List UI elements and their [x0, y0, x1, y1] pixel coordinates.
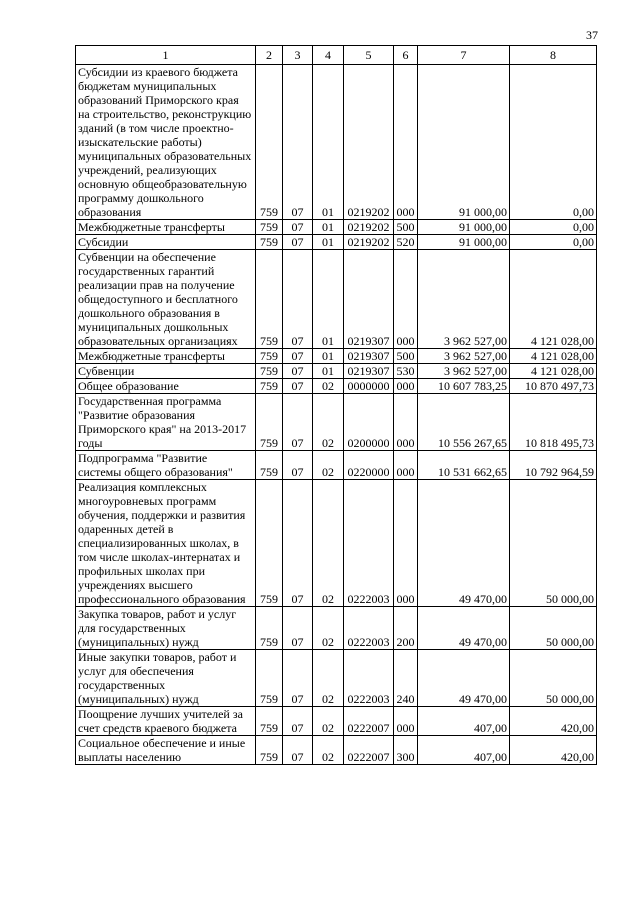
row-amount-col8: 0,00 — [510, 220, 597, 235]
table-row — [76, 650, 597, 707]
row-amount-col7: 91 000,00 — [418, 65, 510, 220]
row-admin-code: 759 — [256, 235, 283, 250]
budget-table — [75, 45, 597, 765]
row-target-article: 0219202 — [344, 235, 394, 250]
row-amount-col8: 420,00 — [510, 736, 597, 765]
row-subsection: 02 — [313, 736, 344, 765]
row-expense-type: 530 — [394, 364, 418, 379]
row-amount-col7: 49 470,00 — [418, 650, 510, 707]
row-amount-col8: 420,00 — [510, 707, 597, 736]
row-amount-col8: 10 818 495,73 — [510, 394, 597, 451]
row-admin-code: 759 — [256, 379, 283, 394]
row-amount-col7: 10 556 267,65 — [418, 394, 510, 451]
row-name: Субсидии из краевого бюджета бюджетам муниципальных образований Приморского края на строительство, реконструкцию зданий (в том числе проектно-изыскательские работы) муниципальных образовательных учреждений, реализующих основную общеобразовательную программу дошкольного образования — [76, 65, 256, 220]
row-expense-type: 240 — [394, 650, 418, 707]
row-subsection: 01 — [313, 364, 344, 379]
row-amount-col8: 4 121 028,00 — [510, 364, 597, 379]
row-target-article: 0220000 — [344, 451, 394, 480]
row-admin-code: 759 — [256, 364, 283, 379]
table-row — [76, 394, 597, 451]
row-target-article: 0219202 — [344, 65, 394, 220]
row-target-article: 0222007 — [344, 707, 394, 736]
row-section: 07 — [283, 379, 313, 394]
row-expense-type: 000 — [394, 65, 418, 220]
row-amount-col8: 4 121 028,00 — [510, 349, 597, 364]
row-target-article: 0222003 — [344, 480, 394, 607]
row-amount-col8: 50 000,00 — [510, 607, 597, 650]
row-target-article: 0200000 — [344, 394, 394, 451]
table-row — [76, 65, 597, 220]
row-name: Закупка товаров, работ и услуг для государственных (муниципальных) нужд — [76, 607, 256, 650]
row-expense-type: 000 — [394, 379, 418, 394]
row-subsection: 02 — [313, 480, 344, 607]
row-amount-col7: 91 000,00 — [418, 220, 510, 235]
row-section: 07 — [283, 349, 313, 364]
row-admin-code: 759 — [256, 736, 283, 765]
row-subsection: 01 — [313, 349, 344, 364]
row-admin-code: 759 — [256, 250, 283, 349]
row-expense-type: 500 — [394, 220, 418, 235]
row-admin-code: 759 — [256, 394, 283, 451]
row-section: 07 — [283, 650, 313, 707]
row-section: 07 — [283, 235, 313, 250]
row-subsection: 02 — [313, 607, 344, 650]
row-subsection: 02 — [313, 394, 344, 451]
row-name: Поощрение лучших учителей за счет средств краевого бюджета — [76, 707, 256, 736]
row-expense-type: 200 — [394, 607, 418, 650]
row-subsection: 01 — [313, 220, 344, 235]
row-subsection: 01 — [313, 250, 344, 349]
row-subsection: 02 — [313, 707, 344, 736]
page-number: 37 — [586, 28, 598, 42]
row-amount-col8: 0,00 — [510, 65, 597, 220]
row-section: 07 — [283, 451, 313, 480]
row-target-article: 0219202 — [344, 220, 394, 235]
row-amount-col7: 49 470,00 — [418, 607, 510, 650]
row-name: Межбюджетные трансферты — [76, 220, 256, 235]
row-expense-type: 500 — [394, 349, 418, 364]
row-section: 07 — [283, 480, 313, 607]
row-admin-code: 759 — [256, 220, 283, 235]
header-col-8: 8 — [510, 46, 597, 65]
row-name: Субвенции на обеспечение государственных гарантий реализации прав на получение общедоступного и бесплатного дошкольного образования в муниципальных дошкольных образовательных организациях — [76, 250, 256, 349]
row-subsection: 01 — [313, 65, 344, 220]
table-body — [76, 65, 597, 765]
row-admin-code: 759 — [256, 480, 283, 607]
table-row — [76, 220, 597, 235]
table-row — [76, 451, 597, 480]
row-amount-col8: 10 792 964,59 — [510, 451, 597, 480]
row-admin-code: 759 — [256, 65, 283, 220]
row-section: 07 — [283, 394, 313, 451]
row-admin-code: 759 — [256, 650, 283, 707]
row-expense-type: 000 — [394, 480, 418, 607]
row-target-article: 0222003 — [344, 650, 394, 707]
row-expense-type: 000 — [394, 451, 418, 480]
row-admin-code: 759 — [256, 349, 283, 364]
row-name: Субвенции — [76, 364, 256, 379]
row-amount-col7: 10 531 662,65 — [418, 451, 510, 480]
table-row — [76, 379, 597, 394]
row-amount-col8: 50 000,00 — [510, 480, 597, 607]
row-section: 07 — [283, 220, 313, 235]
row-subsection: 02 — [313, 650, 344, 707]
row-section: 07 — [283, 707, 313, 736]
header-row — [76, 46, 597, 65]
header-col-7: 7 — [418, 46, 510, 65]
row-expense-type: 000 — [394, 250, 418, 349]
table-row — [76, 707, 597, 736]
row-expense-type: 520 — [394, 235, 418, 250]
row-name: Социальное обеспечение и иные выплаты населению — [76, 736, 256, 765]
row-amount-col8: 0,00 — [510, 235, 597, 250]
row-name: Подпрограмма "Развитие системы общего образования" — [76, 451, 256, 480]
row-amount-col7: 3 962 527,00 — [418, 250, 510, 349]
row-admin-code: 759 — [256, 607, 283, 650]
table-row — [76, 349, 597, 364]
row-subsection: 02 — [313, 451, 344, 480]
row-section: 07 — [283, 65, 313, 220]
row-name: Общее образование — [76, 379, 256, 394]
row-name: Субсидии — [76, 235, 256, 250]
row-expense-type: 000 — [394, 707, 418, 736]
header-col-6: 6 — [394, 46, 418, 65]
row-amount-col7: 3 962 527,00 — [418, 349, 510, 364]
row-expense-type: 000 — [394, 394, 418, 451]
table-row — [76, 736, 597, 765]
row-section: 07 — [283, 364, 313, 379]
table-row — [76, 364, 597, 379]
row-amount-col8: 10 870 497,73 — [510, 379, 597, 394]
header-col-2: 2 — [256, 46, 283, 65]
row-amount-col8: 50 000,00 — [510, 650, 597, 707]
row-name: Иные закупки товаров, работ и услуг для обеспечения государственных (муниципальных) нужд — [76, 650, 256, 707]
row-target-article: 0222007 — [344, 736, 394, 765]
row-name: Реализация комплексных многоуровневых программ обучения, поддержки и развития одаренных детей в специализированных школах, в том числе школах-интернатах и профильных школах при учреждениях высшего профессионального образования — [76, 480, 256, 607]
row-amount-col7: 3 962 527,00 — [418, 364, 510, 379]
row-amount-col7: 407,00 — [418, 736, 510, 765]
row-amount-col7: 10 607 783,25 — [418, 379, 510, 394]
row-target-article: 0219307 — [344, 349, 394, 364]
row-target-article: 0000000 — [344, 379, 394, 394]
row-amount-col7: 49 470,00 — [418, 480, 510, 607]
row-amount-col8: 4 121 028,00 — [510, 250, 597, 349]
header-col-5: 5 — [344, 46, 394, 65]
header-col-3: 3 — [283, 46, 313, 65]
row-target-article: 0222003 — [344, 607, 394, 650]
row-amount-col7: 91 000,00 — [418, 235, 510, 250]
row-amount-col7: 407,00 — [418, 707, 510, 736]
row-expense-type: 300 — [394, 736, 418, 765]
header-col-1: 1 — [76, 46, 256, 65]
header-col-4: 4 — [313, 46, 344, 65]
table-row — [76, 250, 597, 349]
row-subsection: 02 — [313, 379, 344, 394]
row-section: 07 — [283, 607, 313, 650]
row-admin-code: 759 — [256, 451, 283, 480]
table-row — [76, 235, 597, 250]
row-section: 07 — [283, 736, 313, 765]
table-row — [76, 607, 597, 650]
table-row — [76, 480, 597, 607]
row-target-article: 0219307 — [344, 250, 394, 349]
row-subsection: 01 — [313, 235, 344, 250]
row-admin-code: 759 — [256, 707, 283, 736]
row-name: Межбюджетные трансферты — [76, 349, 256, 364]
row-name: Государственная программа "Развитие образования Приморского края" на 2013-2017 годы — [76, 394, 256, 451]
row-section: 07 — [283, 250, 313, 349]
table-header — [76, 46, 597, 65]
row-target-article: 0219307 — [344, 364, 394, 379]
